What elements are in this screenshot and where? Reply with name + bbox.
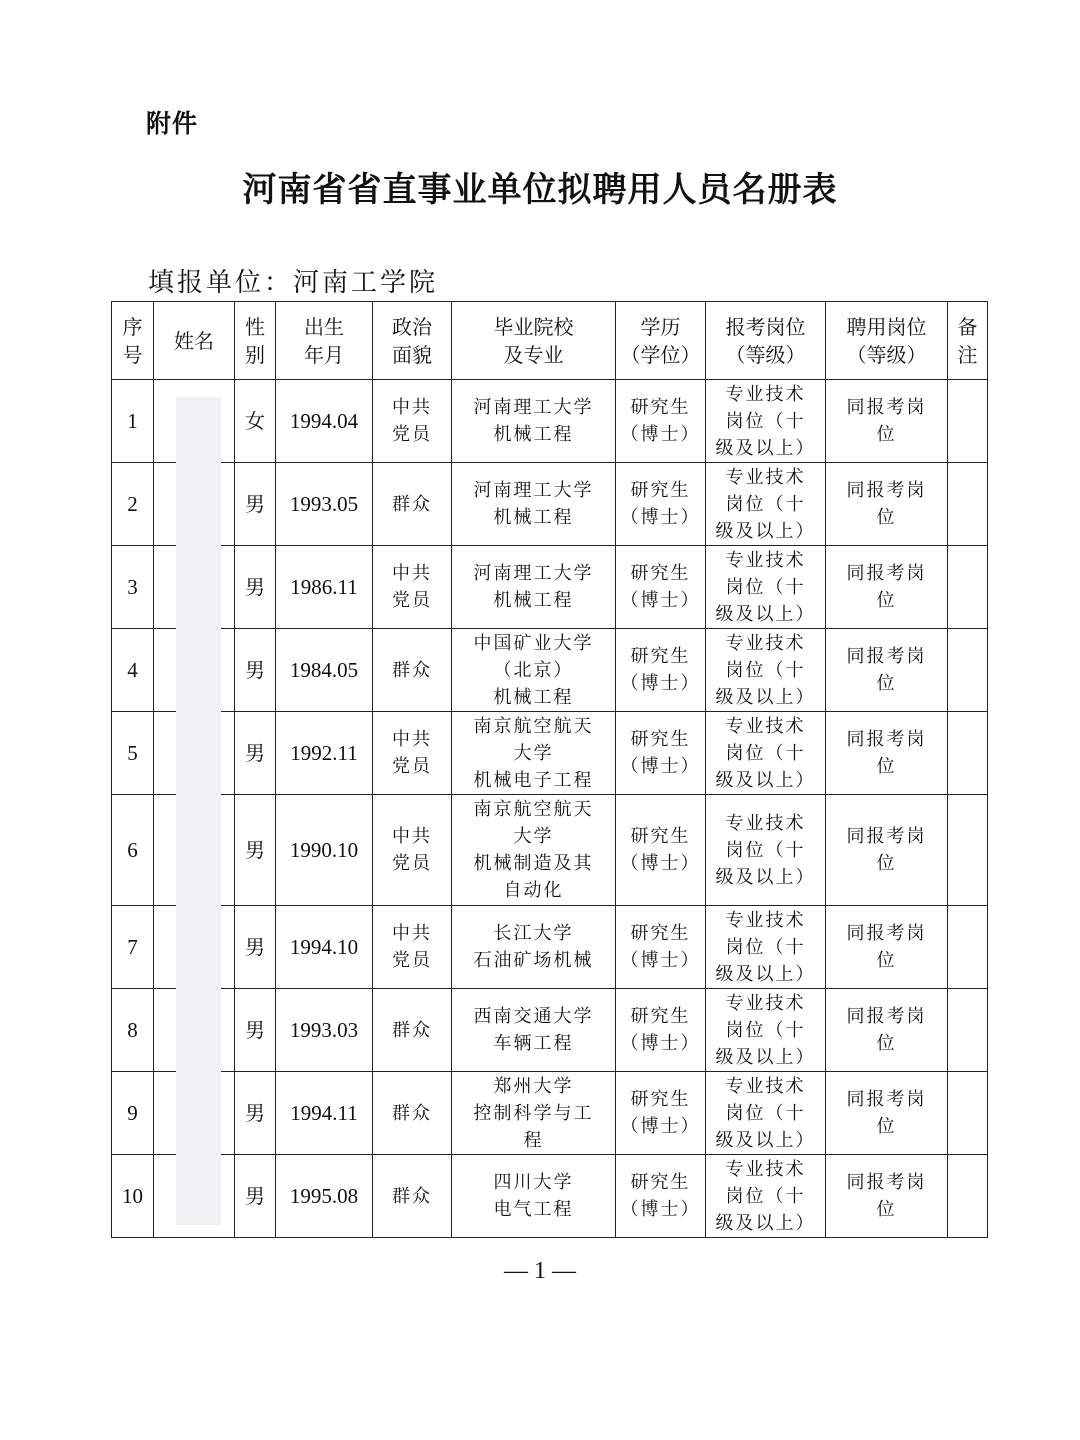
cell-degree: 研究生 （博士） [616,906,706,989]
cell-applied-post: 专业技术 岗位（十 级及以上） [706,463,826,546]
cell-no: 7 [112,906,154,989]
cell-school: 长江大学 石油矿场机械 [452,906,616,989]
col-header-remark: 备 注 [948,302,988,380]
cell-no: 5 [112,712,154,795]
cell-applied-post: 专业技术 岗位（十 级及以上） [706,712,826,795]
cell-birth: 1994.04 [276,380,373,463]
cell-birth: 1994.10 [276,906,373,989]
cell-hired-post: 同报考岗 位 [826,712,948,795]
table-row [112,463,988,546]
cell-school: 郑州大学 控制科学与工 程 [452,1072,616,1155]
cell-no: 8 [112,989,154,1072]
cell-degree: 研究生 （博士） [616,989,706,1072]
cell-politics: 群众 [373,989,452,1072]
cell-gender: 男 [235,1155,276,1238]
cell-no: 1 [112,380,154,463]
cell-gender: 男 [235,795,276,906]
name-redaction-overlay [176,397,221,1225]
cell-degree: 研究生 （博士） [616,380,706,463]
col-header-gender: 性 别 [235,302,276,380]
roster-table [111,301,988,1238]
cell-applied-post: 专业技术 岗位（十 级及以上） [706,380,826,463]
cell-politics: 中共 党员 [373,712,452,795]
cell-school: 南京航空航天 大学 机械制造及其 自动化 [452,795,616,906]
cell-school: 河南理工大学 机械工程 [452,546,616,629]
col-header-school: 毕业院校 及专业 [452,302,616,380]
table-row [112,546,988,629]
cell-hired-post: 同报考岗 位 [826,906,948,989]
table-row [112,629,988,712]
cell-hired-post: 同报考岗 位 [826,1072,948,1155]
cell-hired-post: 同报考岗 位 [826,380,948,463]
cell-gender: 男 [235,1072,276,1155]
cell-birth: 1993.03 [276,989,373,1072]
cell-gender: 女 [235,380,276,463]
cell-applied-post: 专业技术 岗位（十 级及以上） [706,989,826,1072]
col-header-birth: 出生 年月 [276,302,373,380]
table-row [112,989,988,1072]
cell-hired-post: 同报考岗 位 [826,546,948,629]
cell-politics: 中共 党员 [373,546,452,629]
cell-applied-post: 专业技术 岗位（十 级及以上） [706,546,826,629]
cell-birth: 1986.11 [276,546,373,629]
cell-gender: 男 [235,463,276,546]
cell-no: 6 [112,795,154,906]
cell-hired-post: 同报考岗 位 [826,795,948,906]
cell-school: 河南理工大学 机械工程 [452,380,616,463]
cell-applied-post: 专业技术 岗位（十 级及以上） [706,629,826,712]
cell-remark [948,712,988,795]
cell-gender: 男 [235,712,276,795]
document-title: 河南省省直事业单位拟聘用人员名册表 [242,170,838,210]
col-header-degree: 学历 （学位） [616,302,706,380]
cell-degree: 研究生 （博士） [616,463,706,546]
cell-politics: 群众 [373,1072,452,1155]
cell-gender: 男 [235,546,276,629]
cell-degree: 研究生 （博士） [616,629,706,712]
cell-gender: 男 [235,629,276,712]
cell-politics: 中共 党员 [373,795,452,906]
cell-hired-post: 同报考岗 位 [826,1155,948,1238]
cell-degree: 研究生 （博士） [616,1155,706,1238]
cell-degree: 研究生 （博士） [616,712,706,795]
cell-birth: 1984.05 [276,629,373,712]
header-row [112,302,988,380]
table-row [112,1072,988,1155]
cell-remark [948,795,988,906]
col-header-no: 序 号 [112,302,154,380]
col-header-applied-post: 报考岗位 （等级） [706,302,826,380]
cell-birth: 1990.10 [276,795,373,906]
cell-hired-post: 同报考岗 位 [826,989,948,1072]
cell-politics: 群众 [373,1155,452,1238]
cell-birth: 1993.05 [276,463,373,546]
cell-applied-post: 专业技术 岗位（十 级及以上） [706,795,826,906]
cell-hired-post: 同报考岗 位 [826,629,948,712]
cell-remark [948,546,988,629]
cell-birth: 1992.11 [276,712,373,795]
table-row [112,380,988,463]
col-header-hired-post: 聘用岗位 （等级） [826,302,948,380]
cell-no: 10 [112,1155,154,1238]
cell-gender: 男 [235,989,276,1072]
cell-applied-post: 专业技术 岗位（十 级及以上） [706,1072,826,1155]
page-number: — 1 — [504,1258,576,1284]
cell-politics: 中共 党员 [373,380,452,463]
cell-hired-post: 同报考岗 位 [826,463,948,546]
cell-birth: 1995.08 [276,1155,373,1238]
cell-no: 3 [112,546,154,629]
cell-school: 南京航空航天 大学 机械电子工程 [452,712,616,795]
table-row [112,906,988,989]
cell-politics: 中共 党员 [373,906,452,989]
col-header-name: 姓名 [154,302,235,380]
cell-degree: 研究生 （博士） [616,795,706,906]
cell-degree: 研究生 （博士） [616,1072,706,1155]
cell-school: 中国矿业大学 （北京） 机械工程 [452,629,616,712]
cell-remark [948,463,988,546]
col-header-politics: 政治 面貌 [373,302,452,380]
cell-politics: 群众 [373,629,452,712]
cell-remark [948,906,988,989]
cell-remark [948,1155,988,1238]
table-row [112,795,988,906]
cell-remark [948,629,988,712]
filing-unit: 填报单位：河南工学院 [148,268,439,298]
table-row [112,1155,988,1238]
cell-school: 四川大学 电气工程 [452,1155,616,1238]
cell-no: 9 [112,1072,154,1155]
attachment-label: 附件 [146,109,199,138]
cell-school: 西南交通大学 车辆工程 [452,989,616,1072]
cell-gender: 男 [235,906,276,989]
cell-remark [948,1072,988,1155]
cell-applied-post: 专业技术 岗位（十 级及以上） [706,1155,826,1238]
table-row [112,712,988,795]
cell-degree: 研究生 （博士） [616,546,706,629]
cell-no: 4 [112,629,154,712]
cell-remark [948,380,988,463]
cell-applied-post: 专业技术 岗位（十 级及以上） [706,906,826,989]
cell-birth: 1994.11 [276,1072,373,1155]
cell-politics: 群众 [373,463,452,546]
cell-school: 河南理工大学 机械工程 [452,463,616,546]
cell-remark [948,989,988,1072]
cell-no: 2 [112,463,154,546]
